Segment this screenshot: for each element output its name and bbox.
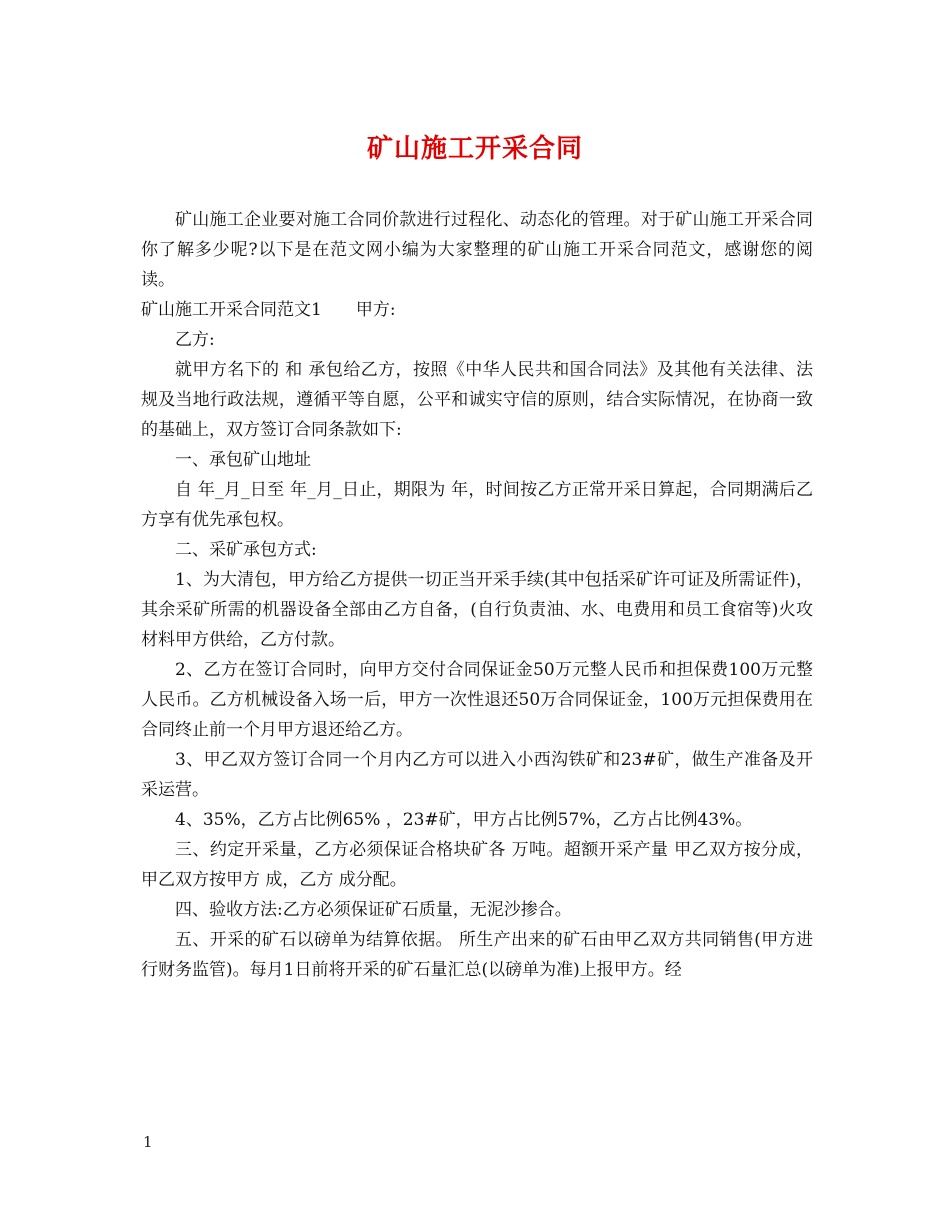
intro-paragraph: 矿山施工企业要对施工合同价款进行过程化、动态化的管理。对于矿山施工开采合同你了解多少呢?以下是在范文网小编为大家整理的矿山施工开采合同范文，感谢您的阅读。	[141, 210, 813, 290]
heading-gap	[322, 295, 356, 325]
section-4: 四、验收方法:乙方必须保证矿石质量，无泥沙掺合。	[175, 900, 572, 920]
page-number: 1	[143, 1133, 153, 1151]
party-b-label: 乙方:	[175, 330, 215, 350]
clause-1: 1、为大清包，甲方给乙方提供一切正当开采手续(其中包括采矿许可证及所需证件)，其余采矿所需的机器设备全部由乙方自备，(自行负责油、水、电费用和员工食宿等)火攻材料甲方供给，乙方付款。	[141, 570, 813, 650]
clause-3: 3、甲乙双方签订合同一个月内乙方可以进入小西沟铁矿和23#矿，做生产准备及开采运营。	[141, 750, 813, 800]
party-a-label: 甲方:	[355, 300, 396, 320]
sample-heading: 矿山施工开采合同范文1	[141, 300, 322, 320]
paragraph-term: 自 年_月_日至 年_月_日止，期限为 年，时间按乙方正常开采日算起，合同期满后乙方享有优先承包权。	[141, 480, 813, 530]
section-heading-2: 二、采矿承包方式:	[175, 540, 317, 560]
clause-2: 2、乙方在签订合同时，向甲方交付合同保证金50万元整人民币和担保费100万元整人民币。乙方机械设备入场一后，甲方一次性退还50万合同保证金，100万元担保费用在合同终止前一个月甲方退还给乙方。	[141, 660, 813, 740]
document-title: 矿山施工开采合同	[366, 134, 583, 164]
section-3: 三、约定开采量，乙方必须保证合格块矿各 万吨。超额开采产量 甲乙双方按分成， 甲乙双方按甲方 成，乙方 成分配。	[141, 840, 813, 890]
section-heading-1: 一、承包矿山地址	[175, 450, 311, 470]
sample-heading-row	[141, 295, 813, 325]
clause-4: 4、35%，乙方占比例65% ，23#矿，甲方占比例57%，乙方占比例43%。	[175, 810, 753, 830]
document-body	[141, 205, 813, 985]
paragraph-preamble: 就甲方名下的 和 承包给乙方，按照《中华人民共和国合同法》及其他有关法律、法规及当地行政法规，遵循平等自愿，公平和诚实守信的原则，结合实际情况，在协商一致的基础上，双方签订合同条款如下:	[141, 360, 813, 440]
section-5: 五、开采的矿石以磅单为结算依据。 所生产出来的矿石由甲乙双方共同销售(甲方进行财务监管)。每月1日前将开采的矿石量汇总(以磅单为准)上报甲方。经	[141, 930, 813, 980]
